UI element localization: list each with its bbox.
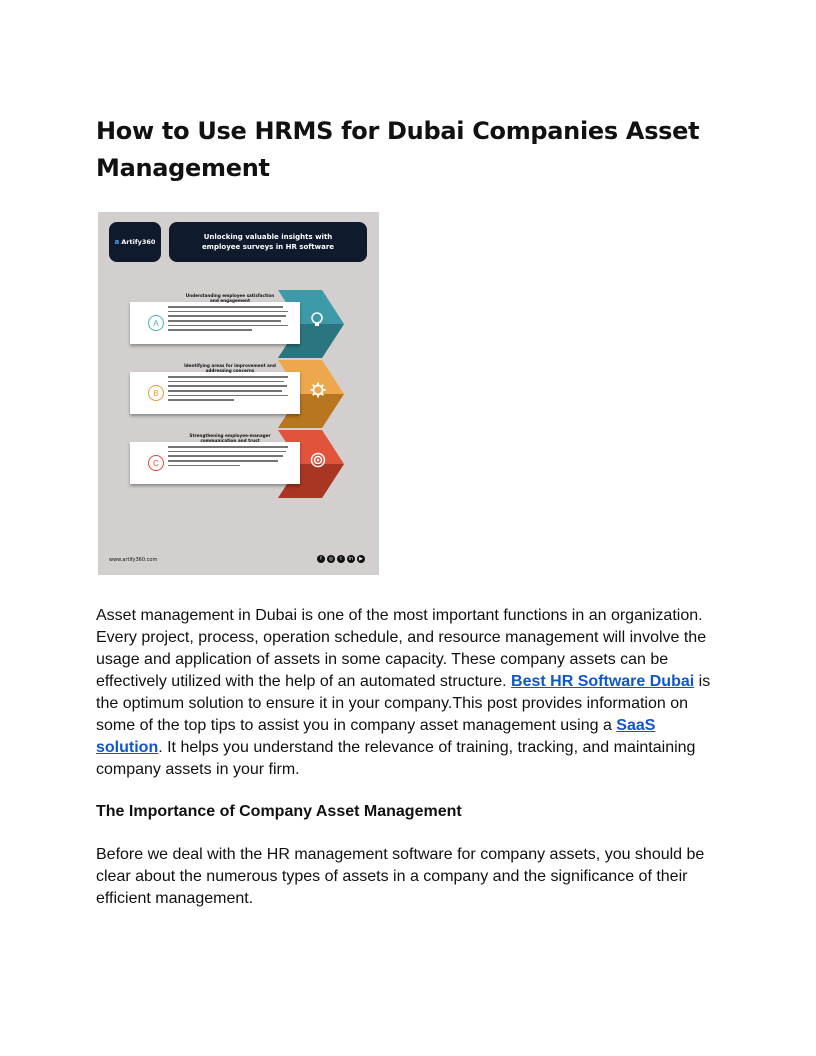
- step-a-card: [130, 293, 300, 344]
- step-b-body-lines: [168, 376, 288, 404]
- step-a-letter: A: [148, 315, 164, 331]
- step-a-body-lines: [168, 306, 288, 334]
- step-b-heading: Identifying areas for improvement and addressing concerns: [184, 363, 276, 373]
- logo-text: Artify360: [121, 238, 156, 246]
- banner-line-1: Unlocking valuable insights with: [203, 233, 333, 241]
- banner-line-2: employee surveys in HR software: [201, 243, 335, 251]
- intro-text-2: is the optimum solution to ensure it in your company.This post provides information on some of the top tips to assist you in company asset management using a: [96, 673, 711, 734]
- infographic-banner: [169, 222, 367, 262]
- saas-solution-link[interactable]: SaaS solution: [96, 717, 656, 756]
- youtube-icon: ▶: [357, 555, 365, 563]
- section-paragraph: Before we deal with the HR management software for company assets, you should be clear about the numerous types of assets in a company and the significance of their efficient management.: [96, 846, 705, 907]
- step-c-letter: C: [148, 455, 164, 471]
- artify360-logo: [109, 222, 161, 262]
- intro-text-3: . It helps you understand the relevance of training, tracking, and maintaining company assets in your firm.: [96, 739, 696, 778]
- page-title: How to Use HRMS for Dubai Companies Asset Management: [96, 117, 700, 182]
- section-heading: The Importance of Company Asset Management: [96, 803, 462, 820]
- infographic-step-b: [130, 360, 348, 428]
- gear-icon: [310, 382, 326, 398]
- facebook-icon: f: [317, 555, 325, 563]
- instagram-icon: ◎: [328, 555, 334, 562]
- infographic-step-a: [130, 290, 348, 358]
- social-icons: [317, 555, 365, 563]
- step-b-letter: B: [148, 385, 164, 401]
- infographic-image: [98, 212, 379, 575]
- best-hr-software-dubai-link[interactable]: Best HR Software Dubai: [511, 673, 695, 690]
- step-c-body-lines: [168, 446, 288, 469]
- infographic-step-c: [130, 430, 348, 498]
- step-c-heading: Strengthening employee-manager communication and trust: [189, 433, 271, 443]
- target-icon: [310, 452, 326, 468]
- intro-text-1: Asset management in Dubai is one of the most important functions in an organization. Every project, process, operation schedule, and resource management will involve the usage and application of assets in some capacity. These company assets can be effectively utilized with the help of an automated structure.: [96, 607, 707, 690]
- logo-mark-icon: a: [114, 238, 120, 246]
- step-b-card: [130, 363, 300, 414]
- step-a-heading: Understanding employee satisfaction and engagement: [185, 293, 275, 303]
- lightbulb-icon: [310, 312, 324, 328]
- infographic-website: www.artify360.com: [109, 557, 158, 563]
- twitter-icon: t: [337, 555, 345, 563]
- intro-paragraph: [96, 605, 722, 781]
- step-c-card: [130, 433, 300, 484]
- linkedin-icon: in: [347, 555, 355, 563]
